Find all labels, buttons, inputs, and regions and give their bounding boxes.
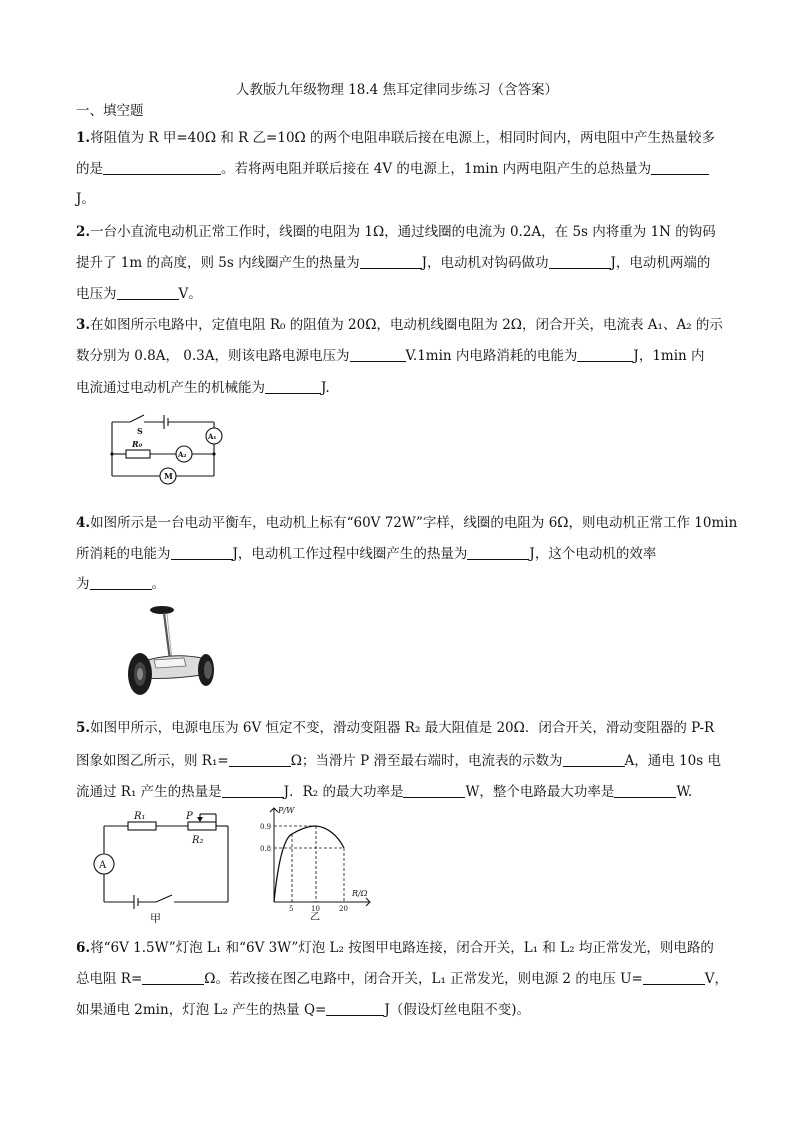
resistor-r1 — [128, 822, 156, 830]
label-r0: R₀ — [132, 439, 143, 449]
resistor-r0 — [126, 450, 150, 458]
answer-blank[interactable] — [403, 783, 465, 798]
answer-blank[interactable] — [265, 379, 321, 394]
question-text: 所消耗的电能为 — [76, 546, 171, 562]
answer-blank[interactable] — [467, 545, 529, 560]
question-5-line-3 — [76, 780, 692, 800]
question-text: J，1min 内 — [633, 348, 705, 364]
question-text: 在如图所示电路中，定值电阻 R₀ 的阻值为 20Ω，电动机线圈电阻为 2Ω，闭合开关，电流表 A₁、A₂ 的示 — [90, 317, 723, 333]
label-a: A — [99, 860, 107, 871]
question-text: 数分别为 0.8A， 0.3A，则该电路电源电压为 — [76, 348, 350, 364]
label-p: P — [186, 811, 193, 822]
question-text: 。若将两电阻并联后接在 4V 的电源上，1min 内两电阻产生的总热量为 — [221, 161, 652, 177]
question-text: A，通电 10s 电 — [624, 753, 721, 769]
question-text: 如图所示是一台电动平衡车，电动机上标有“60V 72W”字样，线圈的电阻为 6Ω，则电动机正常工作 10min — [90, 515, 738, 531]
question-text: Ω。若改接在图乙电路中，闭合开关，L₁ 正常发光，则电源 2 的电压 U= — [204, 971, 643, 987]
caption-yi: 乙 — [310, 912, 320, 920]
question-4-line-3 — [76, 572, 165, 592]
y-tick-0-9: 0.9 — [260, 823, 272, 831]
question-text: W. — [676, 784, 693, 800]
section-heading: 一、填空题 — [76, 103, 144, 119]
question-4-line-2 — [76, 542, 656, 562]
question-text: 提升了 1m 的高度，则 5s 内线圈产生的热量为 — [76, 255, 360, 271]
question-6-line-2 — [76, 967, 728, 987]
question-text: V， — [704, 971, 729, 987]
question-text: 一台小直流电动机正常工作时，线圈的电阻为 1Ω，通过线圈的电流为 0.2A，在 5s 内将重为 1N 的钩码 — [90, 224, 716, 240]
question-text: 如果通电 2min，灯泡 L₂ 产生的热量 Q= — [76, 1002, 327, 1018]
answer-blank[interactable] — [577, 347, 633, 362]
question-text: J，电动机对钩码做功 — [421, 255, 549, 271]
answer-blank[interactable] — [117, 285, 179, 300]
question-number: 4. — [76, 515, 91, 531]
answer-blank[interactable] — [326, 1001, 384, 1016]
question-5-line-1 — [76, 716, 714, 736]
scooter-handle — [150, 606, 174, 614]
switch-symbol — [156, 895, 172, 902]
question-text: 。 — [151, 576, 165, 592]
answer-blank[interactable] — [90, 575, 152, 590]
answer-blank[interactable] — [229, 752, 291, 767]
question-2-line-2 — [76, 251, 710, 271]
question-3-line-3 — [76, 376, 330, 396]
question-2-line-1 — [76, 220, 716, 240]
circuit-diagram-q3 — [104, 408, 234, 492]
balance-scooter-image — [120, 600, 220, 700]
question-1-line-3 — [76, 187, 95, 207]
question-text: 电流通过电动机产生的机械能为 — [76, 380, 265, 396]
label-r1: R₁ — [134, 811, 146, 822]
answer-blank[interactable] — [563, 752, 625, 767]
question-text: J. — [321, 380, 330, 396]
answer-blank[interactable] — [103, 160, 221, 175]
question-text: W，整个电路最大功率是 — [465, 784, 615, 800]
circuit-diagram-jia — [92, 806, 242, 928]
question-text: J．R₂ 的最大功率是 — [283, 784, 404, 800]
label-s: S — [137, 426, 143, 436]
question-number: 3. — [76, 317, 91, 333]
question-text: 将“6V 1.5W”灯泡 L₁ 和“6V 3W”灯泡 L₂ 按图甲电路连接，闭合开关，L₁ 和 L₂ 均正常发光，则电路的 — [90, 940, 714, 956]
question-number: 2. — [76, 224, 91, 240]
answer-blank[interactable] — [222, 783, 284, 798]
answer-blank[interactable] — [614, 783, 676, 798]
y-tick-0-8: 0.8 — [260, 845, 272, 853]
question-6-line-1 — [76, 936, 714, 956]
question-text: V。 — [178, 286, 202, 302]
x-tick-20: 20 — [339, 905, 348, 913]
question-3-line-2 — [76, 344, 705, 364]
answer-blank[interactable] — [549, 254, 611, 269]
question-text: J，这个电动机的效率 — [529, 546, 657, 562]
question-text: V.1min 内电路消耗的电能为 — [405, 348, 578, 364]
answer-blank[interactable] — [171, 545, 233, 560]
question-text: 电压为 — [76, 286, 117, 302]
switch-symbol — [130, 415, 144, 422]
question-text: J，电动机工作过程中线圈产生的热量为 — [232, 546, 468, 562]
question-text: 总电阻 R= — [76, 971, 143, 987]
question-text: J。 — [76, 191, 95, 207]
answer-blank[interactable] — [142, 970, 204, 985]
question-text: 将阻值为 R 甲=40Ω 和 R 乙=10Ω 的两个电阻串联后接在电源上，相同时间内，两电阻中产生热量较多 — [90, 130, 716, 146]
graph-yi — [258, 802, 378, 920]
x-axis-label: R/Ω — [352, 889, 368, 898]
caption-jia: 甲 — [150, 912, 161, 925]
resistor-r2 — [188, 822, 216, 830]
question-text: 的是 — [76, 161, 103, 177]
question-2-line-3 — [76, 282, 202, 302]
question-text: 为 — [76, 576, 90, 592]
answer-blank[interactable] — [643, 970, 705, 985]
question-number: 5. — [76, 720, 91, 736]
label-r2: R₂ — [192, 835, 204, 846]
question-text: Ω；当滑片 P 滑至最右端时，电流表的示数为 — [290, 753, 563, 769]
question-1-line-1 — [76, 126, 715, 146]
question-6-line-3 — [76, 998, 530, 1018]
question-text: 流通过 R₁ 产生的热量是 — [76, 784, 222, 800]
question-1-line-2 — [76, 157, 709, 177]
question-4-line-1 — [76, 511, 737, 531]
answer-blank[interactable] — [360, 254, 422, 269]
question-text: 如图甲所示，电源电压为 6V 恒定不变，滑动变阻器 R₂ 最大阻值是 20Ω．闭合开关，滑动变阻器的 P-R — [90, 720, 715, 736]
question-5-line-2 — [76, 749, 721, 769]
question-text: J，电动机两端的 — [610, 255, 711, 271]
y-axis-label: P/W — [278, 806, 295, 815]
label-m: M — [164, 471, 173, 481]
question-number: 1. — [76, 130, 91, 146]
answer-blank[interactable] — [651, 160, 709, 175]
label-a1: A₁ — [208, 432, 217, 441]
document-title: 人教版九年级物理 18.4 焦耳定律同步练习（含答案） — [235, 82, 559, 98]
question-text: 图象如图乙所示，则 R₁= — [76, 753, 229, 769]
question-3-line-1 — [76, 313, 723, 333]
p-r-curve — [274, 826, 344, 902]
answer-blank[interactable] — [350, 347, 406, 362]
label-a2: A₂ — [178, 450, 187, 459]
x-tick-10: 10 — [311, 905, 320, 913]
question-text: J（假设灯丝电阻不变)。 — [384, 1002, 531, 1018]
x-tick-5: 5 — [289, 905, 294, 913]
question-number: 6. — [76, 940, 91, 956]
